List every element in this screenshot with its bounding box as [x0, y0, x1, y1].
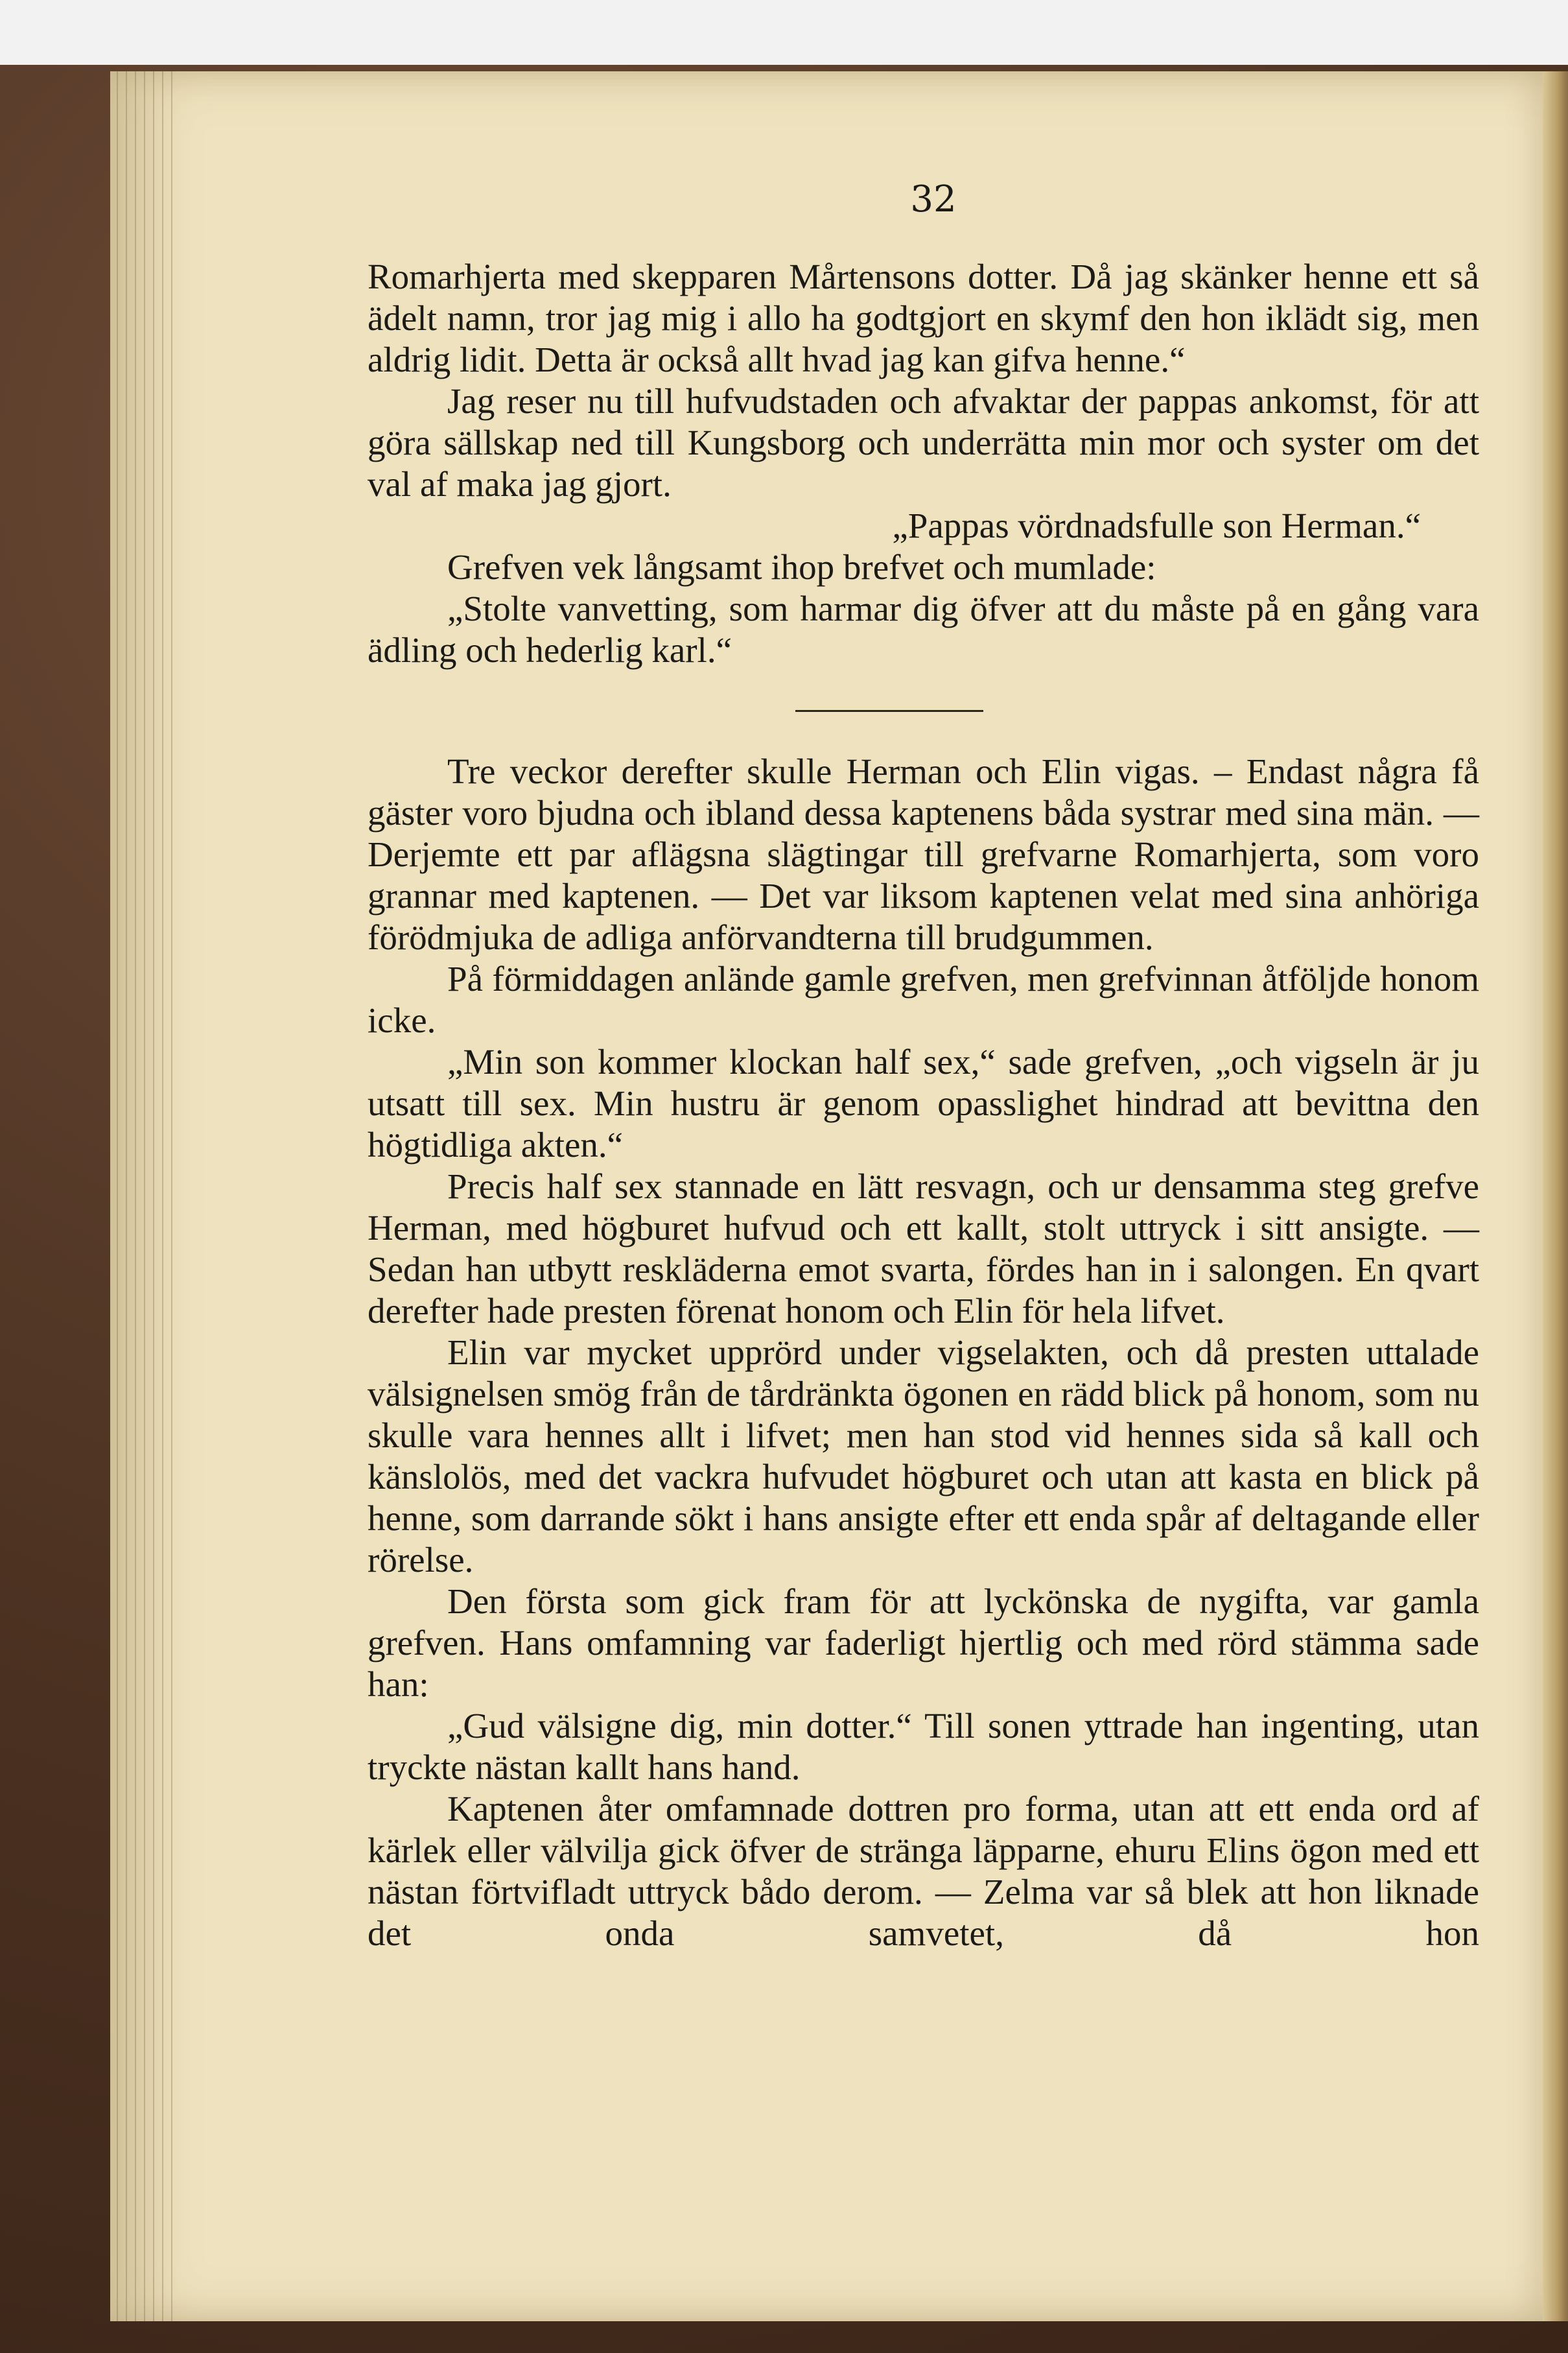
paragraph: Elin var mycket upprörd under vigselakten, och då presten uttalade välsignelsen smög från de tårdränkta ögonen en rädd blick på honom, som nu skulle vara hennes allt i lifvet; men han stod vid hennes sida så kall och känslolös, med det vackra hufvudet högburet och utan att kasta en blick på henne, som darrande sökt i hans ansigte efter ett enda spår af deltagande eller rörelse.: [368, 1332, 1479, 1579]
paragraph: Grefven vek långsamt ihop brefvet och mumlade:: [447, 547, 1156, 587]
paragraph: På förmiddagen anlände gamle grefven, men grefvinnan åtföljde honom icke.: [368, 959, 1479, 1040]
paragraph: Precis half sex stannade en lätt resvagn, och ur densamma steg grefve Herman, med högburet hufvud och ett kallt, stolt uttryck i sitt ansigte. — Sedan han utbytt reskläderna emot svarta, fördes han in i salongen. En qvart derefter hade presten förenat honom och Elin för hela lifvet.: [368, 1166, 1479, 1330]
paragraph: Jag reser nu till hufvudstaden och afvaktar der pappas ankomst, för att göra sällskap ned till Kungsborg och underrätta min mor och syster om det val af maka jag gjort.: [368, 381, 1479, 504]
paragraph: Kaptenen åter omfamnade dottren pro forma, utan att ett enda ord af kärlek eller välvilja gick öfver de stränga läpparne, ehuru Elins ögon med ett nästan förtvifladt uttryck bådo derom. — Zelma var så blek att hon liknade det onda samvetet, då hon: [368, 1789, 1479, 1953]
paragraph: Den första som gick fram för att lyckönska de nygifta, var gamla grefven. Hans omfamning var faderligt hjertlig och med rörd stämma sade han:: [368, 1581, 1479, 1704]
paragraph: Romarhjerta med skepparen Mårtensons dotter. Då jag skänker henne ett så ädelt namn, tror jag mig i allo ha godtgjort en skymf den hon iklädt sig, men aldrig lidit. Detta är också allt hvad jag kan gifva henne.“: [368, 257, 1479, 379]
paragraph: Tre veckor derefter skulle Herman och Elin vigas. – Endast några få gäster voro bjudna och ibland dessa kaptenens båda systrar med sina män. — Derjemte ett par aflägsna slägtingar till grefvarne Romarhjerta, som voro grannar med kaptenen. — Det var liksom kaptenen velat med sina anhöriga förödmjuka de adliga anförvandterna till brudgummen.: [368, 751, 1479, 957]
section-divider: [795, 710, 983, 712]
letter-signature: „Pappas vördnadsfulle son Herman.“: [892, 506, 1421, 545]
page-number: 32: [910, 178, 957, 220]
scan-background: [0, 0, 1568, 65]
page-gutter: [117, 71, 175, 2321]
page-edge: [1543, 71, 1568, 2321]
paragraph: „Stolte vanvetting, som harmar dig öfver att du måste på en gång vara ädling och hederlig karl.“: [368, 589, 1479, 670]
paragraph: „Gud välsigne dig, min dotter.“ Till sonen yttrade han ingenting, utan tryckte nästan kallt hans hand.: [368, 1706, 1479, 1787]
page-text: [368, 256, 1479, 1954]
paragraph: „Min son kommer klockan half sex,“ sade grefven, „och vigseln är ju utsatt till sex. Min hustru är genom opasslighet hindrad att bevittna den högtidliga akten.“: [368, 1042, 1479, 1165]
